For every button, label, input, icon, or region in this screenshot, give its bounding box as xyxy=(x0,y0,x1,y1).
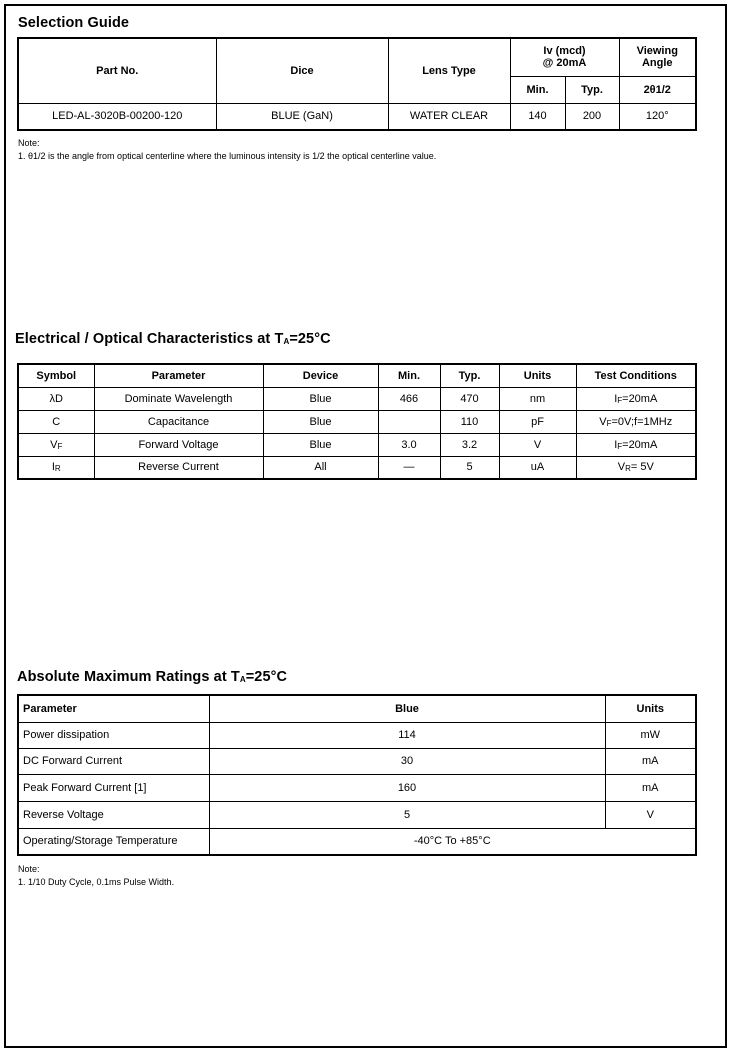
cell-test-condition xyxy=(576,387,696,410)
cell-min: 466 xyxy=(378,387,440,410)
cond-a: I xyxy=(614,438,618,451)
header-viewing-angle xyxy=(619,38,696,76)
note-text: 1. 1/10 Duty Cycle, 0.1ms Pulse Width. xyxy=(18,877,175,887)
cell-dice: BLUE (GaN) xyxy=(216,103,388,130)
header-parameter: Parameter xyxy=(94,364,263,387)
abs-max-title-sub: A xyxy=(239,675,246,684)
cell-parameter: DC Forward Current xyxy=(18,748,209,774)
cell-value: 30 xyxy=(209,748,605,774)
cell-parameter: Power dissipation xyxy=(18,722,209,748)
selection-guide-table xyxy=(17,37,697,131)
header-units: Units xyxy=(499,364,576,387)
cell-units: nm xyxy=(499,387,576,410)
header-angle-line2: Angle xyxy=(641,57,673,70)
cell-part-no: LED-AL-3020B-00200-120 xyxy=(18,103,216,130)
selection-guide-title: Selection Guide xyxy=(18,15,130,31)
electrical-title xyxy=(15,331,331,347)
symbol-text: V xyxy=(50,438,58,451)
cell-parameter: Reverse Voltage xyxy=(18,801,209,828)
cell-min: 140 xyxy=(510,103,565,130)
header-angle-line1: Viewing xyxy=(636,45,678,58)
electrical-title-suffix: =25°C xyxy=(289,331,331,347)
cond-sub: F xyxy=(606,418,612,428)
electrical-table xyxy=(17,363,697,480)
abs-max-title-prefix: Absolute Maximum Ratings at T xyxy=(17,669,240,685)
cell-angle: 120° xyxy=(619,103,696,130)
symbol-text: λD xyxy=(49,392,63,405)
table-row xyxy=(18,410,696,433)
cell-typ: 110 xyxy=(440,410,499,433)
cell-units: mA xyxy=(605,774,696,801)
header-part-no: Part No. xyxy=(18,38,216,103)
header-lens-type: Lens Type xyxy=(388,38,510,103)
cell-min: 3.0 xyxy=(378,433,440,456)
cell-test-condition xyxy=(576,456,696,479)
cell-units: V xyxy=(499,433,576,456)
electrical-title-prefix: Electrical / Optical Characteristics at T xyxy=(15,331,284,347)
cell-typ: 5 xyxy=(440,456,499,479)
symbol-sub: R xyxy=(54,464,61,474)
cell-device: All xyxy=(263,456,378,479)
cell-units: pF xyxy=(499,410,576,433)
cond-a: V xyxy=(599,415,607,428)
header-iv xyxy=(510,38,619,76)
table-row xyxy=(18,828,696,855)
selection-guide-note xyxy=(18,137,436,163)
abs-max-title-suffix: =25°C xyxy=(245,669,288,685)
note-label: Note: xyxy=(18,864,40,874)
cell-value: -40°C To +85°C xyxy=(209,828,696,855)
note-text: 1. θ1/2 is the angle from optical centerline where the luminous intensity is 1/2 the optical centerline value. xyxy=(18,151,437,161)
symbol-text: C xyxy=(52,415,61,428)
cell-parameter: Forward Voltage xyxy=(94,433,263,456)
table-row xyxy=(18,387,696,410)
cell-value: 160 xyxy=(209,774,605,801)
cond-b: =0V;f=1MHz xyxy=(611,415,673,428)
cell-parameter: Reverse Current xyxy=(94,456,263,479)
table-row xyxy=(18,103,696,130)
cell-device: Blue xyxy=(263,433,378,456)
cell-units: mA xyxy=(605,748,696,774)
cell-parameter: Dominate Wavelength xyxy=(94,387,263,410)
header-device: Device xyxy=(263,364,378,387)
abs-max-title xyxy=(17,669,287,685)
cond-sub: F xyxy=(617,441,623,451)
cell-symbol xyxy=(18,387,94,410)
cell-units: V xyxy=(605,801,696,828)
table-row xyxy=(18,456,696,479)
header-dice: Dice xyxy=(216,38,388,103)
cell-parameter: Capacitance xyxy=(94,410,263,433)
cond-b: = 5V xyxy=(630,461,654,474)
cell-units: uA xyxy=(499,456,576,479)
cell-value: 114 xyxy=(209,722,605,748)
cond-a: V xyxy=(617,461,626,474)
cond-b: =20mA xyxy=(622,392,658,405)
table-row xyxy=(18,433,696,456)
header-parameter: Parameter xyxy=(18,695,209,722)
abs-max-table xyxy=(17,694,697,856)
header-typ: Typ. xyxy=(440,364,499,387)
cond-sub: R xyxy=(625,464,631,474)
cell-min xyxy=(378,410,440,433)
table-row xyxy=(18,801,696,828)
table-row xyxy=(18,774,696,801)
cond-sub: F xyxy=(617,395,623,405)
cell-test-condition xyxy=(576,433,696,456)
cell-typ: 200 xyxy=(565,103,619,130)
header-theta: 2θ1/2 xyxy=(619,76,696,103)
cell-symbol xyxy=(18,410,94,433)
header-min: Min. xyxy=(510,76,565,103)
cond-b: =20mA xyxy=(622,438,658,451)
header-iv-line1: Iv (mcd) xyxy=(543,45,586,58)
header-symbol: Symbol xyxy=(18,364,94,387)
cell-typ: 470 xyxy=(440,387,499,410)
table-row xyxy=(18,722,696,748)
cell-parameter: Operating/Storage Temperature xyxy=(18,828,209,855)
symbol-sub: F xyxy=(57,441,63,451)
cell-device: Blue xyxy=(263,410,378,433)
cell-lens-type: WATER CLEAR xyxy=(388,103,510,130)
header-typ: Typ. xyxy=(565,76,619,103)
cell-symbol xyxy=(18,456,94,479)
symbol-text: I xyxy=(51,461,55,474)
electrical-title-sub: A xyxy=(283,337,290,346)
cell-typ: 3.2 xyxy=(440,433,499,456)
cell-min: — xyxy=(378,456,440,479)
abs-max-note xyxy=(18,863,174,889)
cond-a: I xyxy=(614,392,618,405)
cell-device: Blue xyxy=(263,387,378,410)
cell-test-condition xyxy=(576,410,696,433)
header-blue: Blue xyxy=(209,695,605,722)
cell-symbol xyxy=(18,433,94,456)
header-test-conditions: Test Conditions xyxy=(576,364,696,387)
cell-value: 5 xyxy=(209,801,605,828)
header-iv-line2: @ 20mA xyxy=(542,57,587,70)
header-min: Min. xyxy=(378,364,440,387)
cell-parameter: Peak Forward Current [1] xyxy=(18,774,209,801)
table-row xyxy=(18,748,696,774)
note-label: Note: xyxy=(18,138,40,148)
cell-units: mW xyxy=(605,722,696,748)
header-units: Units xyxy=(605,695,696,722)
